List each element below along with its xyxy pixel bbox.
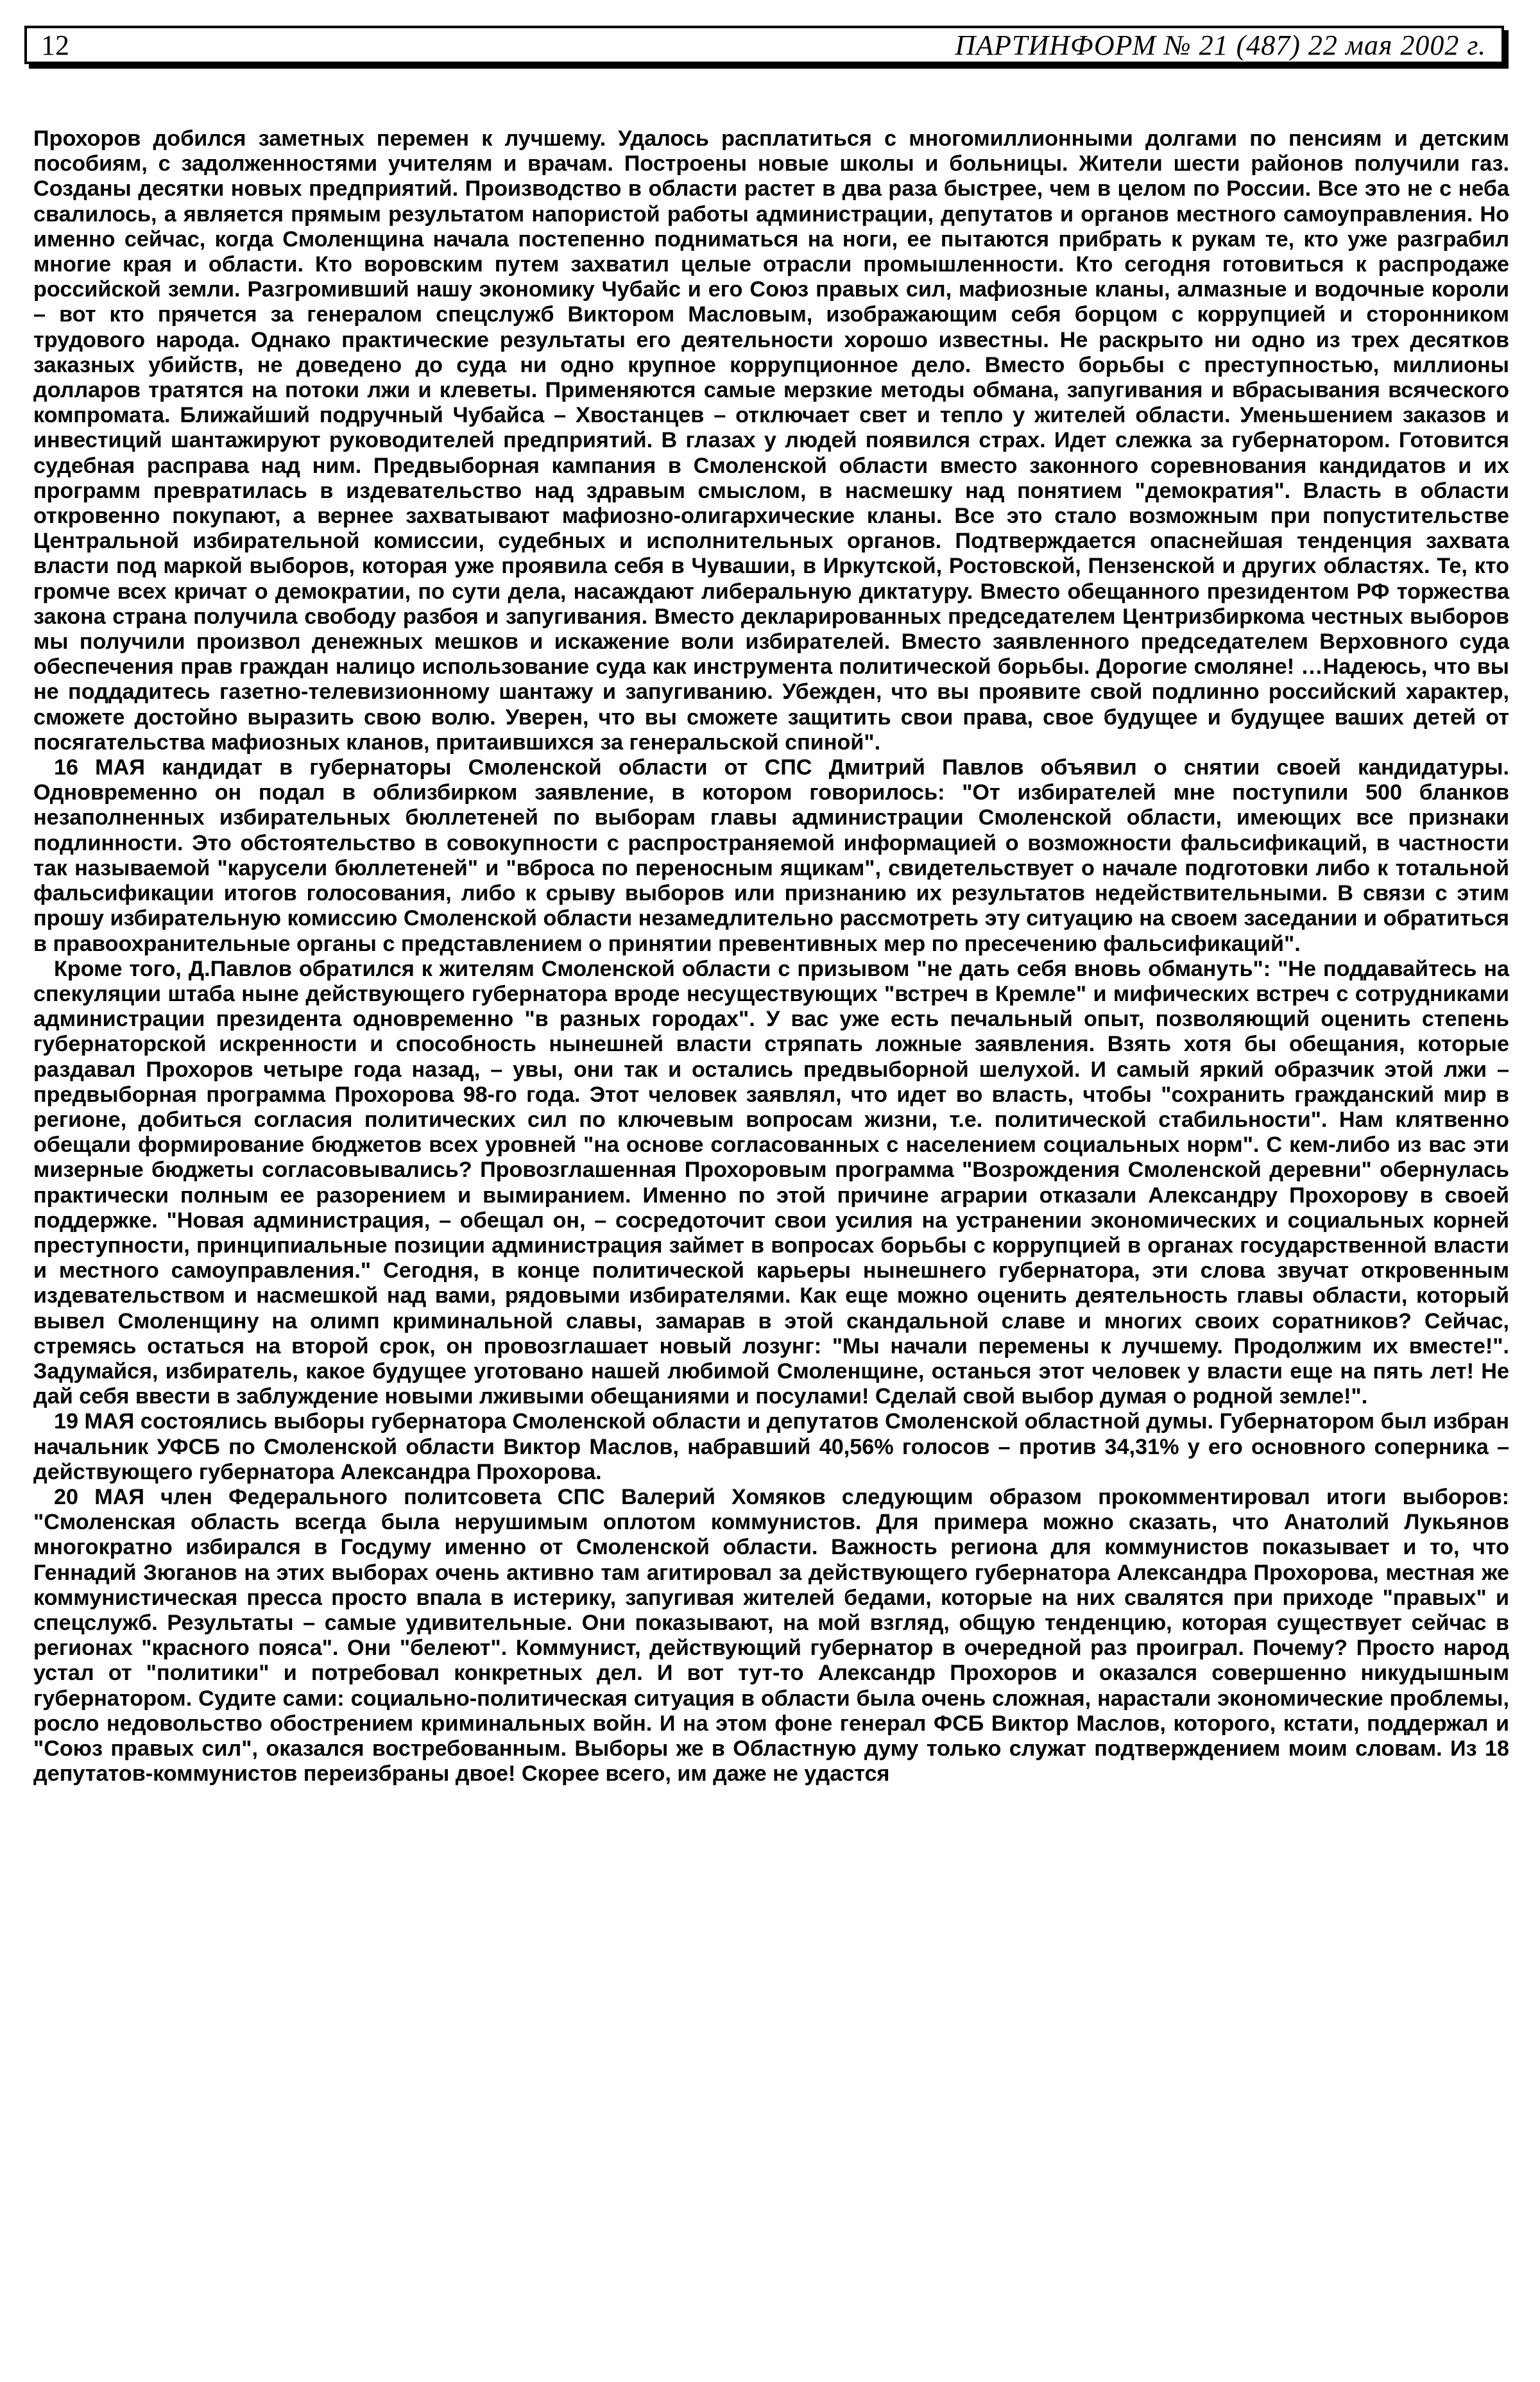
article-paragraph: Прохоров добился заметных перемен к лучшему. Удалось расплатиться с многомиллионными долгами по пенсиям и детским пособиям, с задолженностями учителям и врачам. Построены новые школы и больницы. Жители шести районов получили газ. Созданы десятки новых предприятий. Производство в области растет в два раза быстрее, чем в целом по России. Все это не с неба свалилось, а является прямым результатом напористой работы администрации, депутатов и органов местного самоуправления. Но именно сейчас, когда Смоленщина начала постепенно подниматься на ноги, ее пытаются прибрать к рукам те, кто уже разграбил многие края и области. Кто воровским путем захватил целые отрасли промышленности. Кто сегодня готовиться к распродаже российской земли. Разгромивший нашу экономику Чубайс и его Союз правых сил, мафиозные кланы, алмазные и водочные короли – вот кто прячется за генералом спецслужб Виктором Масловым, изображающим себя борцом с коррупцией и сторонником трудового народа. Однако практические результаты его деятельности хорошо известны. Не раскрыто ни одно из трех десятков заказных убийств, не доведено до суда ни одно крупное коррупционное дело. Вместо борьбы с преступностью, миллионы долларов тратятся на потоки лжи и клеветы. Применяются самые мерзкие методы обмана, запугивания и вбрасывания всяческого компромата. Ближайший подручный Чубайса – Хвостанцев – отключает свет и тепло у жителей области. Уменьшением заказов и инвестиций шантажируют руководителей предприятий. В глазах у людей появился страх. Идет слежка за губернатором. Готовится судебная расправа над ним. Предвыборная кампания в Смоленской области вместо законного соревнования кандидатов и их программ превратилась в издевательство над здравым смыслом, в насмешку над понятием "демократия". Власть в области откровенно покупают, а вернее захватывают мафиозно-олигархические кланы. Все это стало возможным при попустительстве Центральной избирательной комиссии, судебных и исполнительных органов. Подтверждается опаснейшая тенденция захвата власти под маркой выборов, которая уже проявила себя в Чувашии, в Иркутской, Ростовской, Пензенской и других областях. Те, кто громче всех кричат о демократии, по сути дела, насаждают либеральную диктатуру. Вместо обещанного президентом РФ торжества закона страна получила свободу разбоя и запугивания. Вместо декларированных председателем Центризбиркома честных выборов мы получили произвол денежных мешков и искажение воли избирателей. Вместо заявленного председателем Верховного суда обеспечения прав граждан налицо использование суда как инструмента политической борьбы. Дорогие смоляне! …Надеюсь, что вы не поддадитесь газетно-телевизионному шантажу и запугиванию. Убежден, что вы проявите свой подлинно российский характер, сможете достойно выразить свою волю. Уверен, что вы сможете защитить свои права, свое будущее и будущее ваших детей от посягательства мафиозных кланов, притаившихся за генеральской спиной". bbox=[33, 126, 1509, 755]
article-body bbox=[33, 126, 1509, 1786]
publication-title: ПАРТИНФОРМ № 21 (487) 22 мая 2002 г. bbox=[955, 29, 1486, 61]
page-number: 12 bbox=[41, 29, 69, 61]
article-paragraph: 19 МАЯ состоялись выборы губернатора Смоленской области и депутатов Смоленской областной думы. Губернатором был избран начальник УФСБ по Смоленской области Виктор Маслов, набравший 40,56% голосов – против 34,31% у его основного соперника – действующего губернатора Александра Прохорова. bbox=[33, 1409, 1509, 1484]
article-paragraph: 20 МАЯ член Федерального политсовета СПС Валерий Хомяков следующим образом прокомментировал итоги выборов: "Смоленская область всегда была нерушимым оплотом коммунистов. Для примера можно сказать, что Анатолий Лукьянов многократно избирался в Госдуму именно от Смоленской области. Важность региона для коммунистов показывает и то, что Геннадий Зюганов на этих выборах очень активно там агитировал за действующего губернатора Александра Прохорова, местная же коммунистическая пресса просто впала в истерику, запугивая жителей бедами, которые на них свалятся при приходе "правых" и спецслужб. Результаты – самые удивительные. Они показывают, на мой взгляд, общую тенденцию, которая существует сейчас в регионах "красного пояса". Они "белеют". Коммунист, действующий губернатор в очередной раз проиграл. Почему? Просто народ устал от "политики" и потребовал конкретных дел. И вот тут-то Александр Прохоров и оказался совершенно никудышным губернатором. Судите сами: социально-политическая ситуация в области была очень сложная, нарастали экономические проблемы, росло недовольство обострением криминальных войн. И на этом фоне генерал ФСБ Виктор Маслов, которого, кстати, поддержал и "Союз правых сил", оказался востребованным. Выборы же в Областную думу только служат подтверждением моим словам. Из 18 депутатов-коммунистов переизбраны двое! Скорее всего, им даже не удастся bbox=[33, 1484, 1509, 1786]
article-paragraph: 16 МАЯ кандидат в губернаторы Смоленской области от СПС Дмитрий Павлов объявил о снятии своей кандидатуры. Одновременно он подал в облизбирком заявление, в котором говорилось: "От избирателей мне поступили 500 бланков незаполненных избирательных бюллетеней по выборам главы администрации Смоленской области, имеющих все признаки подлинности. Это обстоятельство в совокупности с распространяемой информацией о возможности фальсификаций, в частности так называемой "карусели бюллетеней" и "вброса по переносным ящикам", свидетельствует о начале подготовки либо к тотальной фальсификации итогов голосования, либо к срыву выборов или признанию их результатов недействительными. В связи с этим прошу избирательную комиссию Смоленской области незамедлительно рассмотреть эту ситуацию на своем заседании и обратиться в правоохранительные органы с представлением о принятии превентивных мер по пресечению фальсификаций". bbox=[33, 755, 1509, 956]
article-paragraph: Кроме того, Д.Павлов обратился к жителям Смоленской области с призывом "не дать себя вновь обмануть": "Не поддавайтесь на спекуляции штаба ныне действующего губернатора вроде несуществующих "встреч в Кремле" и мифических встреч с сотрудниками администрации президента одновременно "в разных городах". У вас уже есть печальный опыт, позволяющий оценить степень губернаторской искренности и способность нынешней власти стряпать ложные заявления. Взять хотя бы обещания, которые раздавал Прохоров четыре года назад, – увы, они так и остались предвыборной шелухой. И самый яркий образчик этой лжи – предвыборная программа Прохорова 98-го года. Этот человек заявлял, что идет во власть, чтобы "сохранить гражданский мир в регионе, добиться согласия политических сил по ключевым вопросам жизни, т.е. политической стабильности". Нам клятвенно обещали формирование бюджетов всех уровней "на основе согласованных с населением социальных норм". С кем-либо из вас эти мизерные бюджеты согласовывались? Провозглашенная Прохоровым программа "Возрождения Смоленской деревни" обернулась практически полным ее разорением и вымиранием. Именно по этой причине аграрии отказали Александру Прохорову в своей поддержке. "Новая администрация, – обещал он, – сосредоточит свои усилия на устранении экономических и социальных корней преступности, принципиальные позиции администрация займет в вопросах борьбы с коррупцией в органах государственной власти и местного самоуправления." Сегодня, в конце политической карьеры нынешнего губернатора, эти слова звучат откровенным издевательством и насмешкой над вами, рядовыми избирателями. Как еще можно оценить деятельность главы области, который вывел Смоленщину на олимп криминальной славы, замарав в этой скандальной славе и многих своих соратников? Сейчас, стремясь остаться на второй срок, он провозглашает новый лозунг: "Мы начали перемены к лучшему. Продолжим их вместе!". Задумайся, избиратель, какое будущее уготовано нашей любимой Смоленщине, останься этот человек у власти еще на пять лет! Не дай себя ввести в заблуждение новыми лживыми обещаниями и посулами! Сделай свой выбор думая о родной земле!". bbox=[33, 956, 1509, 1409]
page-header bbox=[24, 26, 1504, 64]
